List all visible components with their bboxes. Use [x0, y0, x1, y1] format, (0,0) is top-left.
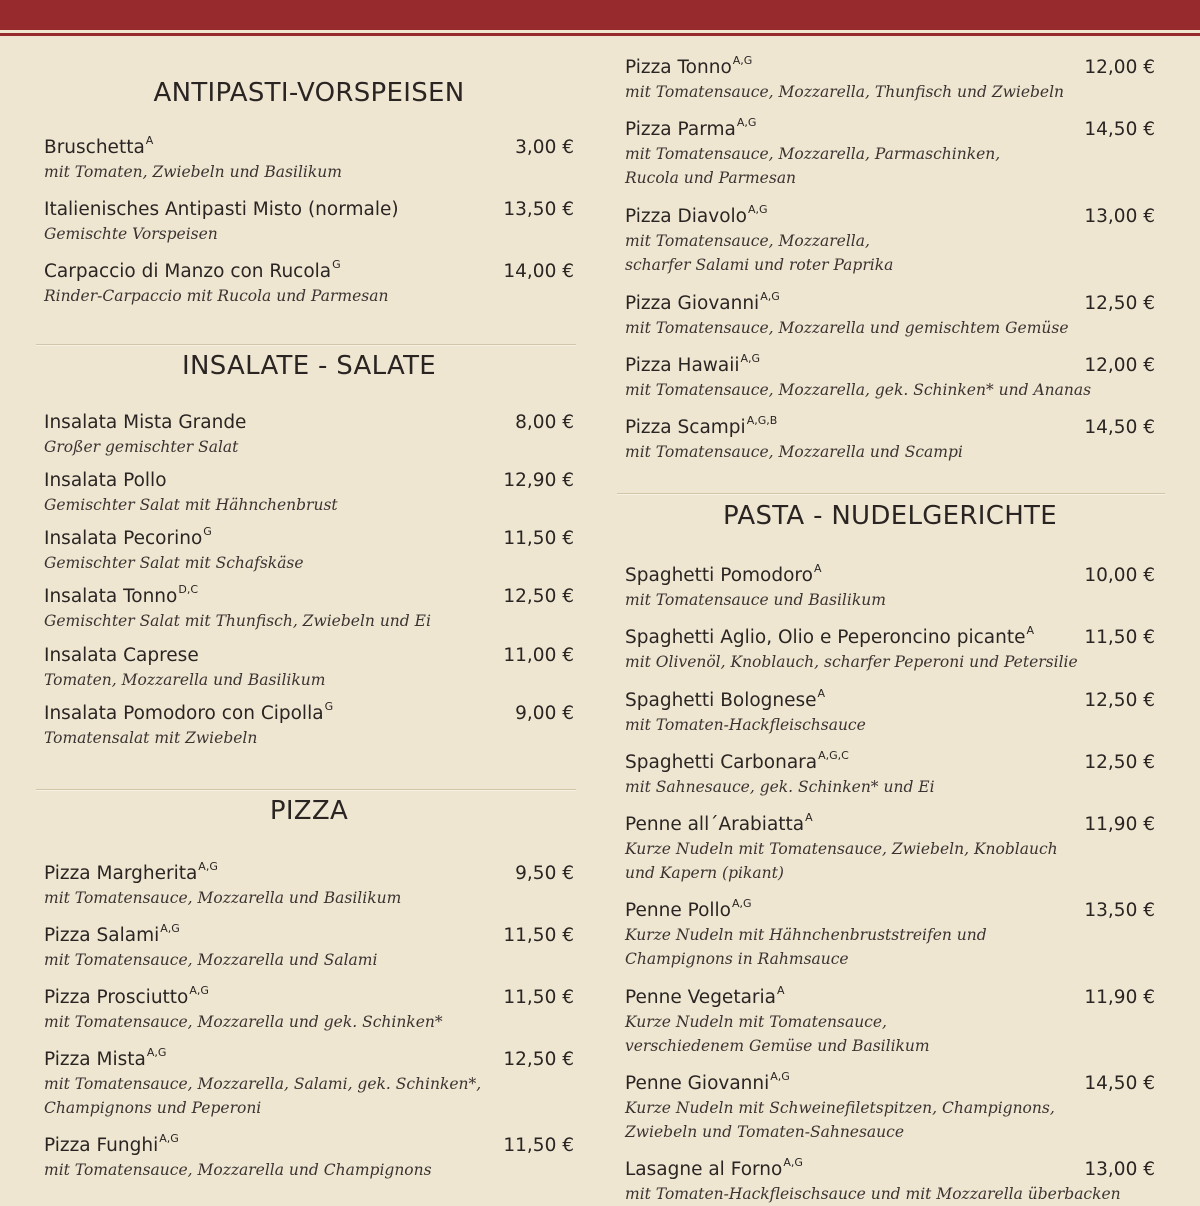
menu-item: [44, 527, 574, 575]
item-description: Rucola und Parmesan: [625, 169, 797, 187]
item-description: Rinder-Carpaccio mit Rucola und Parmesan: [44, 287, 389, 305]
item-price: 12,90 €: [503, 470, 574, 491]
item-price: 11,50 €: [1084, 627, 1155, 648]
menu-item: [44, 198, 574, 246]
item-description: mit Tomatensauce, Mozzarella und gemischtem Gemüse: [625, 319, 1069, 337]
item-price: 14,50 €: [1084, 417, 1155, 438]
menu-item: [625, 899, 1155, 971]
item-name: Pizza Salami$^{A,G}$: [44, 922, 180, 946]
allergen-codes: A,G: [747, 203, 768, 216]
item-price: 12,50 €: [1084, 752, 1155, 773]
allergen-codes: D,C: [178, 583, 199, 596]
item-name: Spaghetti Carbonara$^{A,G,C}$: [625, 749, 849, 773]
menu-item: [44, 136, 574, 184]
item-price: 9,00 €: [515, 703, 574, 724]
item-price: 12,50 €: [1084, 690, 1155, 711]
item-price: 10,00 €: [1084, 565, 1155, 586]
item-description: Kurze Nudeln mit Tomatensauce,: [625, 1013, 887, 1031]
section-divider: [36, 789, 576, 790]
item-description: mit Sahnesauce, gek. Schinken* und Ei: [625, 778, 935, 796]
item-name: Pizza Parma$^{A,G}$: [625, 116, 757, 140]
item-description: mit Tomatensauce, Mozzarella, gek. Schinken* und Ananas: [625, 381, 1092, 399]
item-description: mit Tomatensauce, Mozzarella, Thunfisch und Zwiebeln: [625, 83, 1065, 101]
item-price: 14,00 €: [503, 261, 574, 282]
item-name: Pizza Hawaii$^{A,G}$: [625, 352, 761, 376]
item-name: Pizza Tonno$^{A,G}$: [625, 54, 753, 78]
menu-item: [625, 205, 1155, 277]
item-description: Gemischter Salat mit Thunfisch, Zwiebeln und Ei: [44, 612, 431, 630]
item-name: Spaghetti Pomodoro$^A$: [625, 562, 822, 586]
menu-item: [625, 1158, 1155, 1206]
allergen-codes: A,G: [189, 984, 209, 997]
item-name: Bruschetta$^A$: [44, 134, 154, 158]
item-name: Insalata Caprese: [44, 645, 199, 666]
item-name: Insalata Tonno$^{D,C}$: [44, 583, 199, 607]
item-name: Penne all´Arabiatta$^A$: [625, 811, 813, 835]
menu-item: [44, 924, 574, 972]
menu-item: [44, 862, 574, 910]
item-name: Pizza Margherita$^{A,G}$: [44, 860, 218, 884]
item-name: Penne Vegetaria$^A$: [625, 984, 785, 1008]
item-price: 11,90 €: [1084, 987, 1155, 1008]
item-description: mit Tomaten, Zwiebeln und Basilikum: [44, 163, 342, 181]
item-price: 12,50 €: [503, 1049, 574, 1070]
item-description: Großer gemischter Salat: [44, 438, 239, 456]
item-price: 13,00 €: [1084, 206, 1155, 227]
item-description: Gemischte Vorspeisen: [44, 225, 218, 243]
item-price: 8,00 €: [515, 412, 574, 433]
item-description: Kurze Nudeln mit Hähnchenbruststreifen und: [625, 926, 987, 944]
item-description: verschiedenem Gemüse und Basilikum: [625, 1037, 930, 1055]
item-name: Lasagne al Forno$^{A,G}$: [625, 1156, 803, 1180]
item-description: Champignons in Rahmsauce: [625, 950, 849, 968]
top-banner: [0, 0, 1200, 30]
item-description: Zwiebeln und Tomaten-Sahnesauce: [625, 1123, 904, 1141]
item-name: Pizza Funghi$^{A,G}$: [44, 1132, 179, 1156]
menu-item: [625, 751, 1155, 799]
item-name: Italienisches Antipasti Misto (normale): [44, 199, 399, 220]
menu-item: [625, 813, 1155, 885]
section-title-pizza: PIZZA: [269, 796, 349, 826]
item-description: mit Tomaten-Hackfleischsauce und mit Mozzarella überbacken: [625, 1185, 1121, 1203]
menu-item: [44, 644, 574, 692]
item-price: 11,50 €: [503, 925, 574, 946]
menu-item: [625, 564, 1155, 612]
item-description: mit Tomatensauce, Mozzarella und Champignons: [44, 1161, 432, 1179]
menu-item: [625, 986, 1155, 1058]
allergen-codes: G: [324, 700, 334, 713]
allergen-codes: A,G: [732, 897, 752, 910]
item-description: mit Tomatensauce, Mozzarella,: [625, 232, 870, 250]
menu-item: [625, 354, 1155, 402]
allergen-codes: G: [332, 258, 341, 271]
menu-item: [625, 292, 1155, 340]
item-name: Pizza Scampi$^{A,G,B}$: [625, 414, 778, 438]
menu-item: [44, 1134, 574, 1182]
item-description: mit Tomatensauce, Mozzarella und Salami: [44, 951, 378, 969]
section-divider: [617, 493, 1165, 494]
menu-item: [625, 689, 1155, 737]
allergen-codes: A,G: [159, 1132, 179, 1145]
menu-item: [44, 986, 574, 1034]
item-price: 11,50 €: [503, 987, 574, 1008]
item-price: 13,50 €: [503, 199, 574, 220]
item-description: mit Tomatensauce, Mozzarella, Parmaschinken,: [625, 145, 1001, 163]
item-description: mit Tomatensauce, Mozzarella und Basilikum: [44, 889, 402, 907]
menu-item: [44, 1048, 574, 1120]
item-description: Kurze Nudeln mit Tomatensauce, Zwiebeln, Knoblauch: [625, 840, 1058, 858]
menu-item: [625, 118, 1155, 190]
item-price: 12,00 €: [1084, 355, 1155, 376]
item-description: Gemischter Salat mit Schafskäse: [44, 554, 304, 572]
item-price: 3,00 €: [515, 137, 574, 158]
item-name: Insalata Pomodoro con Cipolla$^G$: [44, 700, 334, 724]
item-description: mit Tomatensauce, Mozzarella und gek. Schinken*: [44, 1013, 443, 1031]
menu-item: [44, 702, 574, 750]
item-name: Insalata Pollo: [44, 470, 167, 491]
allergen-codes: A,G,C: [818, 749, 849, 762]
item-price: 11,90 €: [1084, 814, 1155, 835]
allergen-codes: G: [203, 525, 212, 538]
item-description: Champignons und Peperoni: [44, 1099, 262, 1117]
item-price: 11,00 €: [503, 645, 574, 666]
item-name: Penne Pollo$^{A,G}$: [625, 897, 752, 921]
item-name: Spaghetti Bolognese$^A$: [625, 687, 826, 711]
item-name: Pizza Prosciutto$^{A,G}$: [44, 984, 209, 1008]
menu-item: [44, 260, 574, 308]
item-price: 12,50 €: [503, 586, 574, 607]
item-price: 12,00 €: [1084, 57, 1155, 78]
section-title-pasta: PASTA - NUDELGERICHTE: [723, 501, 1057, 531]
item-price: 13,00 €: [1084, 1159, 1155, 1180]
item-price: 12,50 €: [1084, 293, 1155, 314]
item-description: Tomaten, Mozzarella und Basilikum: [44, 671, 326, 689]
item-name: Pizza Mista$^{A,G}$: [44, 1046, 167, 1070]
item-name: Penne Giovanni$^{A,G}$: [625, 1070, 790, 1094]
item-description: mit Tomatensauce, Mozzarella, Salami, gek. Schinken*,: [44, 1075, 482, 1093]
allergen-codes: A: [777, 984, 785, 997]
allergen-codes: A,G: [160, 922, 180, 935]
allergen-codes: A: [805, 811, 813, 824]
allergen-codes: A,G,B: [746, 414, 778, 427]
item-description: Tomatensalat mit Zwiebeln: [44, 729, 258, 747]
allergen-codes: A,G: [732, 54, 753, 67]
menu-item: [44, 585, 574, 633]
item-description: und Kapern (pikant): [625, 864, 784, 882]
item-description: mit Tomatensauce, Mozzarella und Scampi: [625, 443, 963, 461]
menu-item: [625, 1072, 1155, 1144]
item-name: Pizza Diavolo$^{A,G}$: [625, 203, 768, 227]
item-name: Pizza Giovanni$^{A,G}$: [625, 290, 780, 314]
section-title-antipasti: ANTIPASTI-VORSPEISEN: [153, 78, 465, 108]
menu-item: [625, 626, 1155, 674]
allergen-codes: A: [145, 134, 154, 147]
item-name: Spaghetti Aglio, Olio e Peperoncino picante$^A$: [625, 624, 1035, 648]
allergen-codes: A,G: [740, 352, 761, 365]
allergen-codes: A: [817, 687, 826, 700]
menu-item: [44, 411, 574, 459]
item-description: scharfer Salami und roter Paprika: [625, 256, 894, 274]
menu-item: [625, 56, 1155, 104]
item-name: Insalata Mista Grande: [44, 412, 247, 433]
item-name: Insalata Pecorino$^G$: [44, 525, 212, 549]
allergen-codes: A,G: [736, 116, 757, 129]
item-description: Kurze Nudeln mit Schweinefiletspitzen, Champignons,: [625, 1099, 1055, 1117]
section-divider: [36, 344, 576, 345]
item-name: Carpaccio di Manzo con Rucola$^G$: [44, 258, 341, 282]
item-description: mit Olivenöl, Knoblauch, scharfer Peperoni und Petersilie: [625, 653, 1078, 671]
menu-item: [44, 469, 574, 517]
allergen-codes: A,G: [770, 1070, 790, 1083]
item-price: 11,50 €: [503, 1135, 574, 1156]
item-price: 9,50 €: [515, 863, 574, 884]
allergen-codes: A: [1026, 624, 1035, 637]
item-price: 14,50 €: [1084, 1073, 1155, 1094]
item-price: 13,50 €: [1084, 900, 1155, 921]
top-rule: [0, 33, 1200, 36]
menu-item: [625, 416, 1155, 464]
item-price: 11,50 €: [503, 528, 574, 549]
item-description: mit Tomatensauce und Basilikum: [625, 591, 886, 609]
item-description: Gemischter Salat mit Hähnchenbrust: [44, 496, 338, 514]
item-price: 14,50 €: [1084, 119, 1155, 140]
item-description: mit Tomaten-Hackfleischsauce: [625, 716, 866, 734]
allergen-codes: A,G: [783, 1156, 803, 1169]
allergen-codes: A: [813, 562, 822, 575]
section-title-insalate: INSALATE - SALATE: [182, 351, 436, 381]
allergen-codes: A,G: [198, 860, 218, 873]
allergen-codes: A,G: [146, 1046, 167, 1059]
allergen-codes: A,G: [760, 290, 780, 303]
